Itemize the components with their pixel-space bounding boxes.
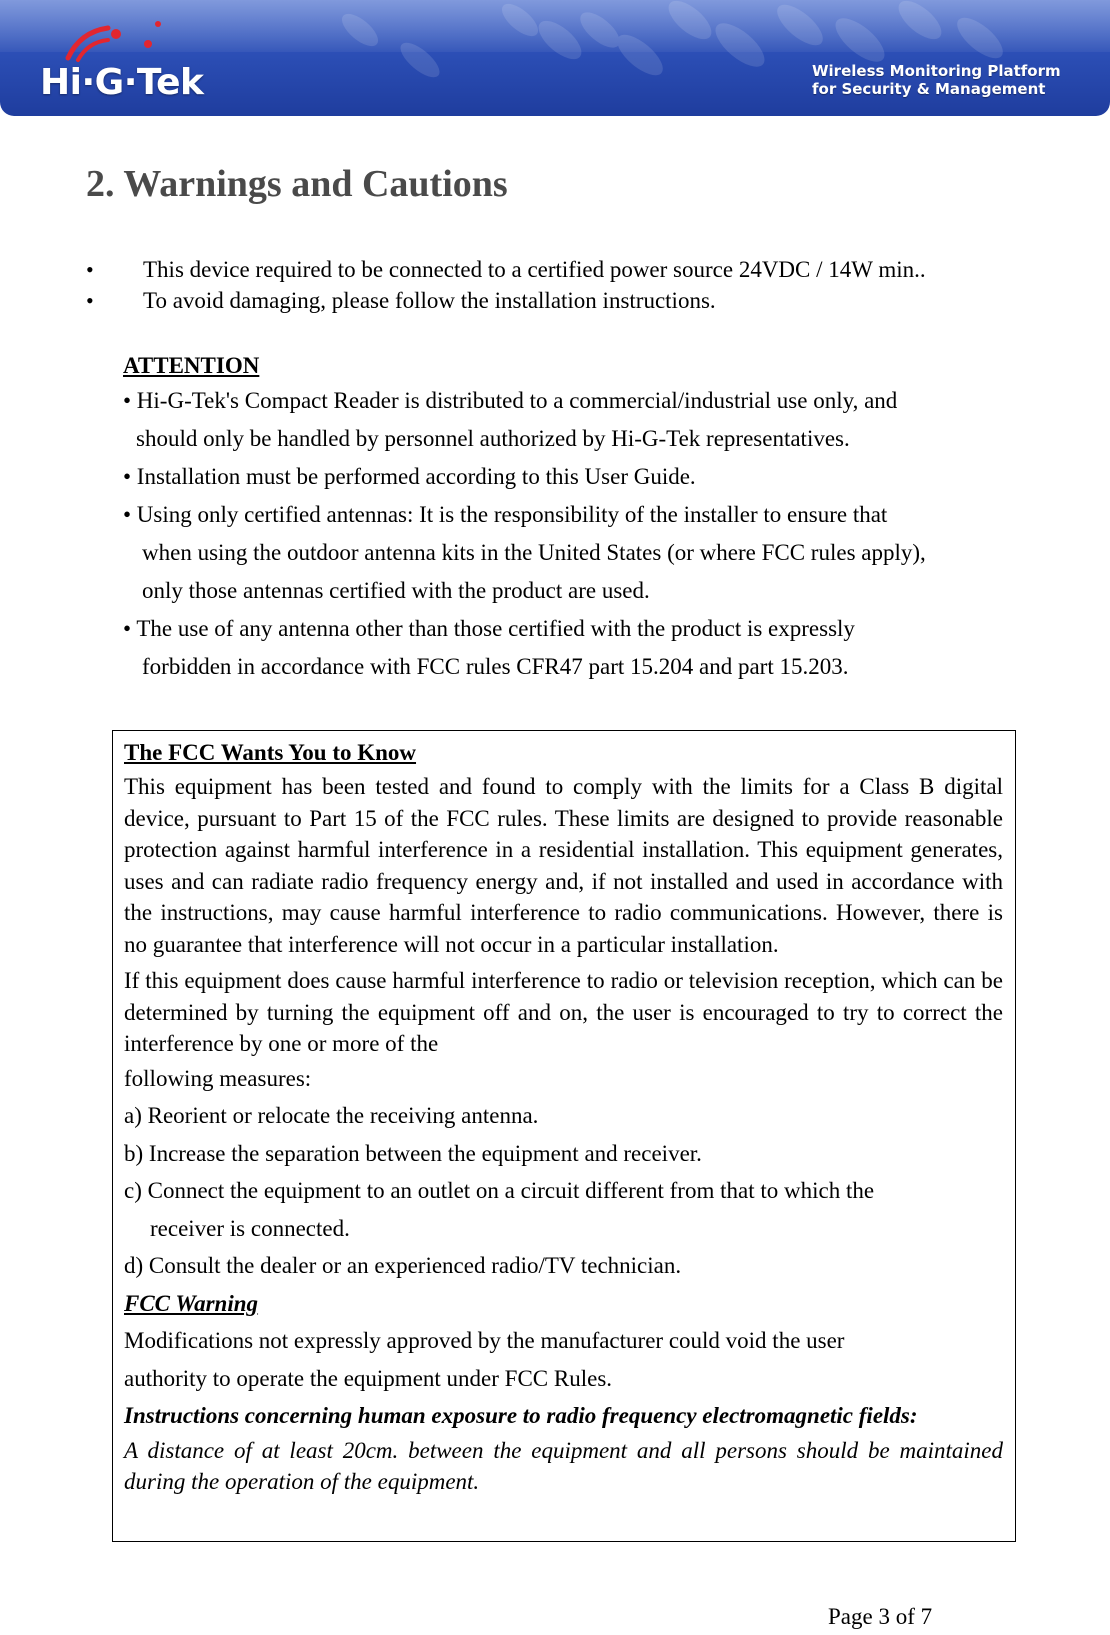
fcc-notice-box (112, 730, 1016, 1542)
attention-line: • Installation must be performed according to this User Guide. (123, 464, 696, 489)
measure-item: receiver is connected. (150, 1215, 350, 1241)
warning-bullets (86, 254, 926, 316)
attention-line: • Using only certified antennas: It is the responsibility of the installer to ensure that (123, 502, 888, 527)
measure-item: d) Consult the dealer or an experienced radio/TV technician. (124, 1253, 682, 1278)
logo-text: Hi·G·Tek (40, 62, 204, 103)
company-logo (38, 14, 228, 104)
attention-line: should only be handled by personnel authorized by Hi-G-Tek representatives. (136, 426, 850, 451)
bullet-item (86, 285, 926, 316)
banner-tagline (812, 62, 1061, 98)
attention-line: • The use of any antenna other than those certified with the product is expressly (123, 616, 855, 641)
fcc-warning-line: Modifications not expressly approved by the manufacturer could void the user (124, 1328, 845, 1353)
exposure-instructions-body: A distance of at least 20cm. between the equipment and all persons should be maintained during the operation of the equipment. (124, 1437, 1003, 1494)
bullet-text: This device required to be connected to a certified power source 24VDC / 14W min.. (143, 257, 926, 282)
measure-item: a) Reorient or relocate the receiving antenna. (124, 1103, 539, 1128)
page-number: Page 3 of 7 (828, 1604, 933, 1629)
header-banner (0, 0, 1110, 116)
exposure-instructions-title: Instructions concerning human exposure to radio frequency electromagnetic fields: (124, 1403, 918, 1428)
bullet-item (86, 254, 926, 285)
fcc-paragraph-1: This equipment has been tested and found to comply with the limits for a Class B digital device, pursuant to Part 15 of the FCC rules. These limits are designed to provide reasonable protection against harmful interference in a residential installation. This equipment generates, uses and can radiate radio frequency energy and, if not installed and used in accordance with the instructions, may cause harmful interference to radio communications. However, there is no guarantee that interference will not occur in a particular installation. (124, 774, 1003, 957)
tagline-line-1: Wireless Monitoring Platform (812, 62, 1061, 80)
fcc-warning-line: authority to operate the equipment under FCC Rules. (124, 1365, 613, 1391)
fcc-warning-title: FCC Warning (124, 1290, 259, 1316)
bullet-text: To avoid damaging, please follow the installation instructions. (143, 288, 716, 313)
attention-title: ATTENTION (123, 353, 260, 378)
section-heading: 2. Warnings and Cautions (86, 163, 508, 205)
tagline-line-2: for Security & Management (812, 80, 1046, 98)
bullet-dot-icon: • (86, 257, 94, 282)
fcc-title: The FCC Wants You to Know (124, 740, 417, 765)
measures-intro: following measures: (124, 1065, 312, 1091)
attention-line: forbidden in accordance with FCC rules CFR47 part 15.204 and part 15.203. (142, 654, 849, 679)
attention-line: when using the outdoor antenna kits in the United States (or where FCC rules apply), (142, 540, 926, 565)
attention-line: only those antennas certified with the product are used. (142, 578, 650, 603)
bullet-dot-icon: • (86, 288, 94, 313)
fcc-paragraph-2: If this equipment does cause harmful interference to radio or television reception, which can be determined by turning the equipment off and on, the user is encouraged to try to correct the interference by one or more of the (124, 968, 1003, 1056)
attention-line: • Hi-G-Tek's Compact Reader is distributed to a commercial/industrial use only, and (123, 388, 898, 413)
measure-item: b) Increase the separation between the equipment and receiver. (124, 1140, 702, 1166)
measure-item: c) Connect the equipment to an outlet on a circuit different from that to which the (124, 1178, 875, 1203)
attention-section (123, 350, 926, 686)
